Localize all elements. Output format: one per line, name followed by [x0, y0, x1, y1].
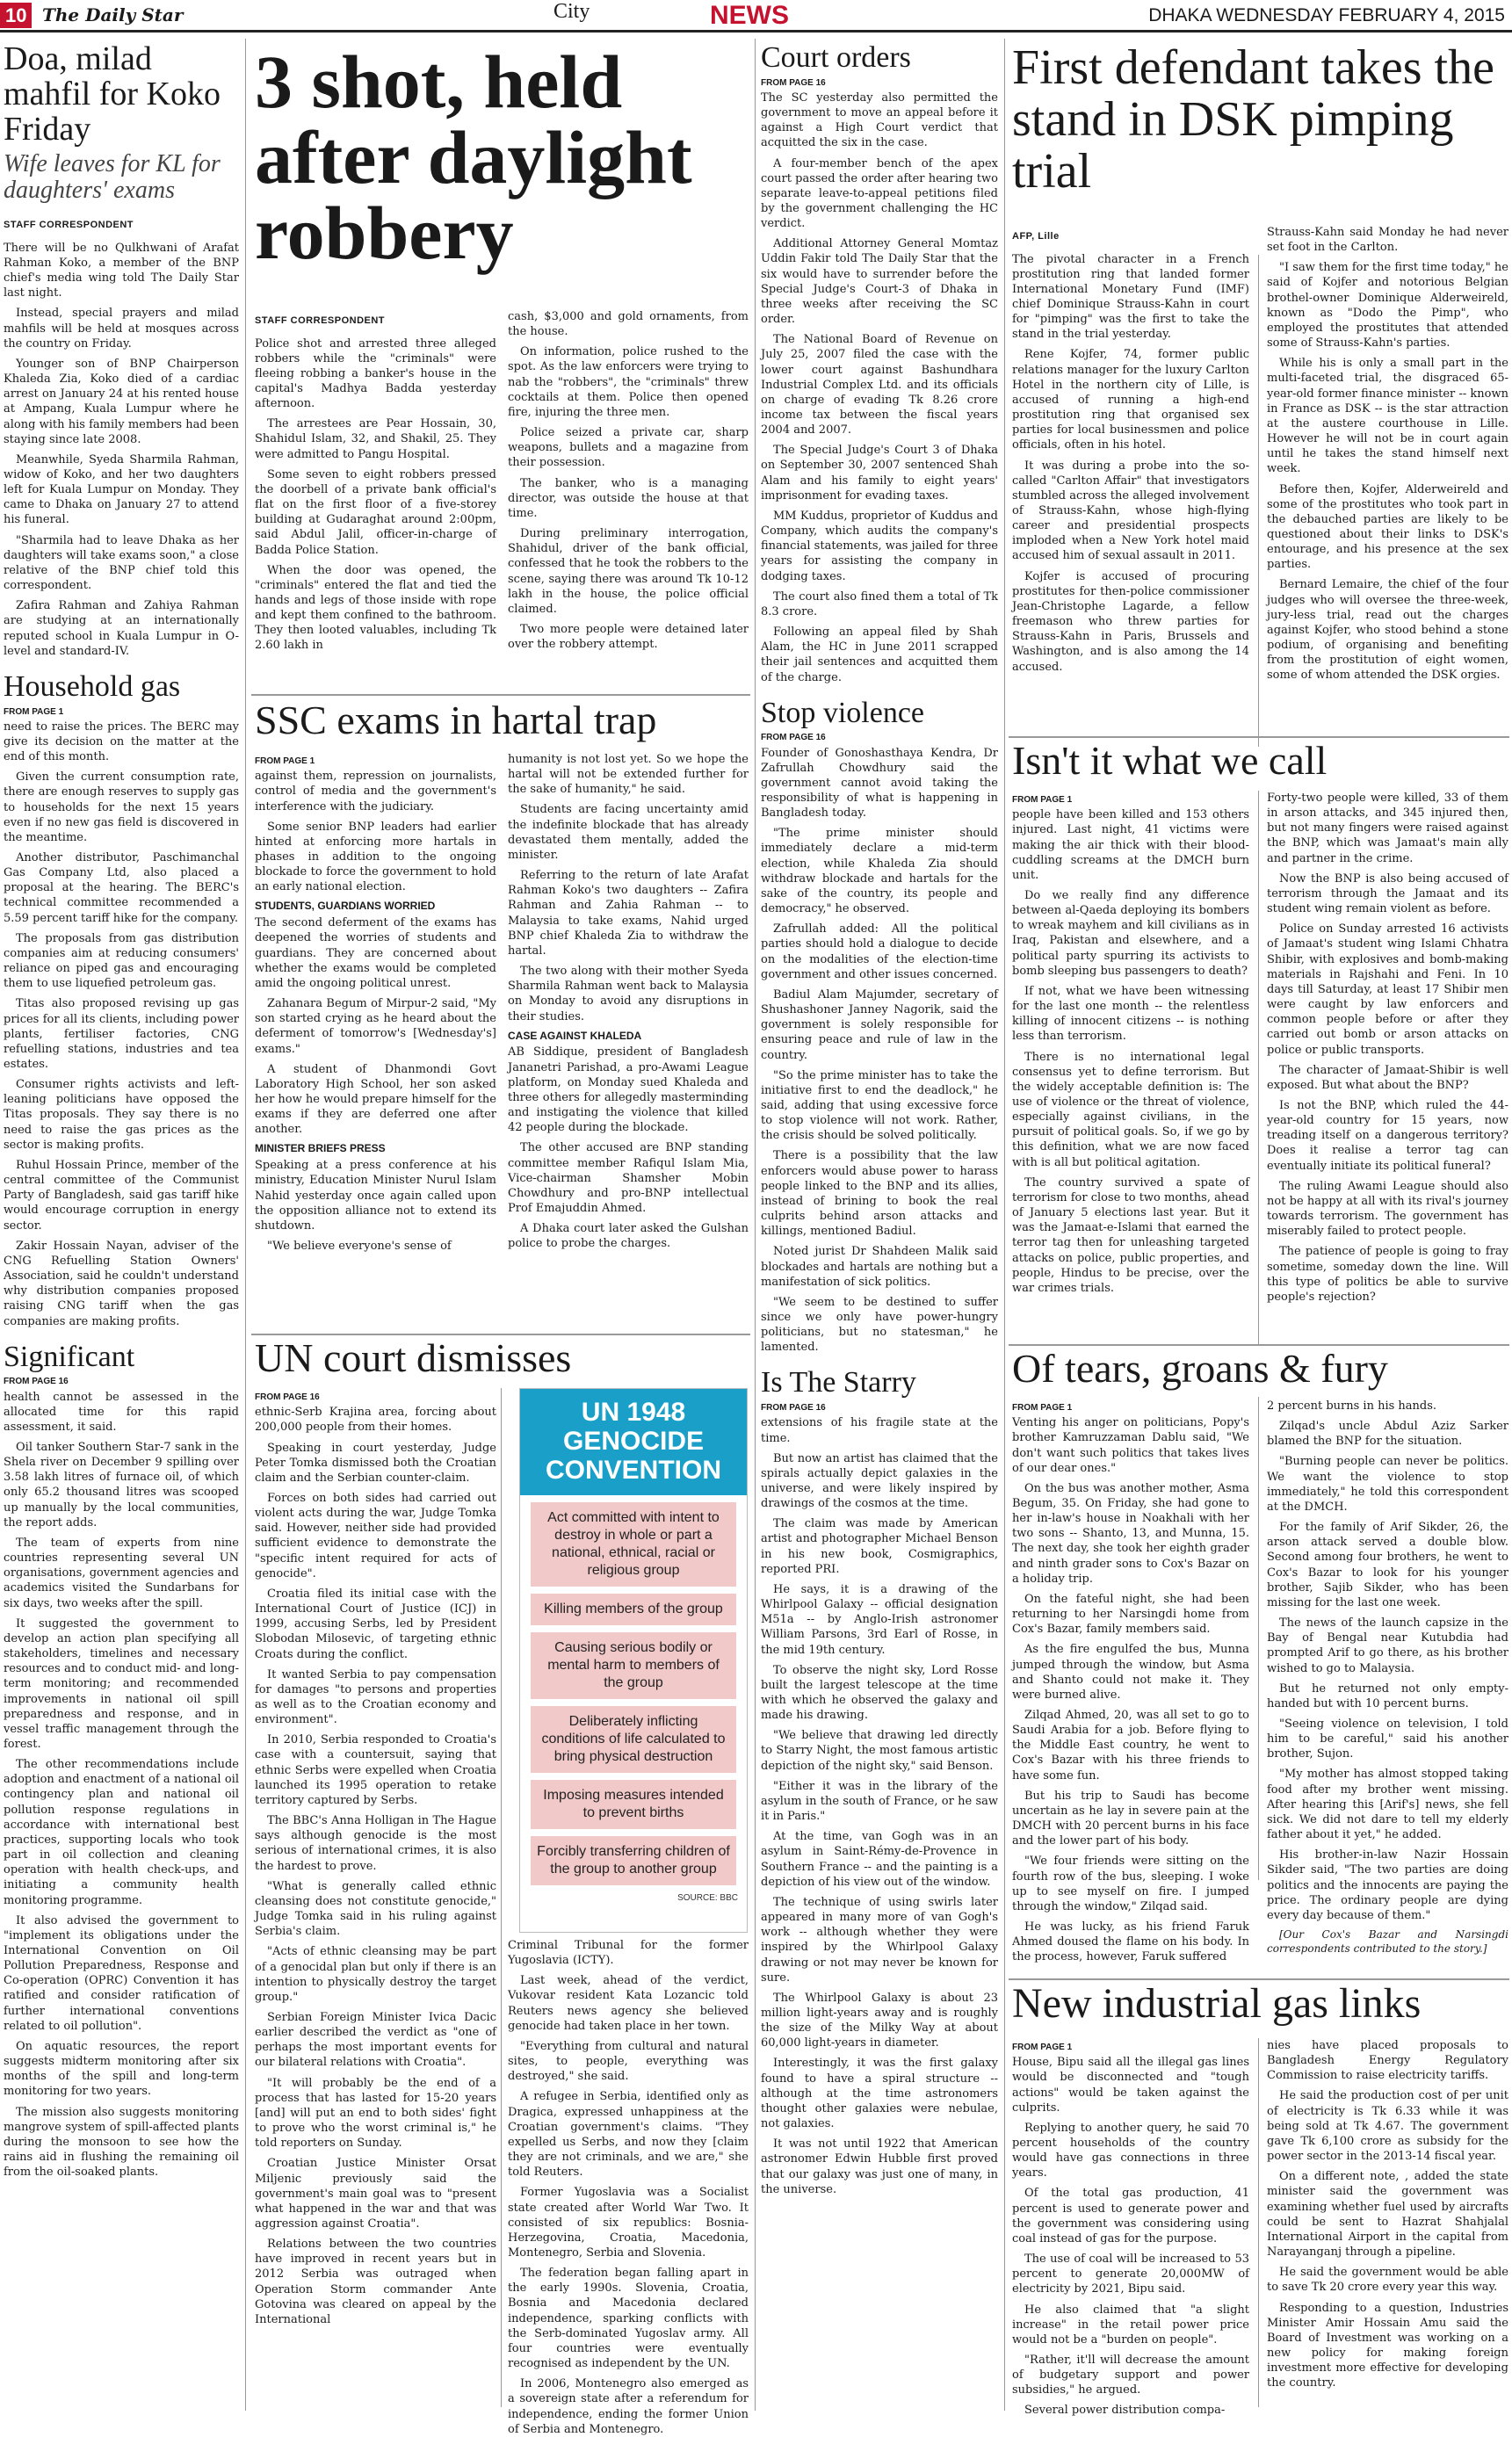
- paragraph: Replying to another query, he said 70 percent households of the country would have gas connections in three years.: [1012, 2121, 1249, 2180]
- paragraph: The second deferment of the exams has deepened the worries of students and guardians. They are concerned about whether the exams would be completed amid the ongoing political unrest.: [255, 916, 496, 990]
- paragraph: The federation began falling apart in the early 1990s. Slovenia, Croatia, Bosnia and Macedonia declared independence, sparking conflicts with the Serb-dominated Yugoslav army. All four countries were eventually recognised as independent by the UN.: [508, 2267, 749, 2371]
- paragraph: "I saw them for the first time today," he said of Kojfer and notorious Belgian brothel-owner Dominique Alderweireld, known as "Dodo the Pimp", who employed the prostitutes that attended some of Strauss-Kahn's parties.: [1267, 261, 1508, 351]
- paragraph: The country survived a spate of terrorism for close to two months, ahead of January 5 elections last year. But it was the Jamaat-e-Islami that earned the terror tag then for unleashing targeted attacks on police, public properties, and people, Hindus to be precise, over the war crimes trials.: [1012, 1175, 1249, 1295]
- subhead: STUDENTS, GUARDIANS WORRIED: [255, 900, 436, 913]
- jump-line: FROM PAGE 1: [4, 706, 64, 717]
- paragraph: "We believe everyone's sense of: [267, 1240, 452, 1254]
- paragraph: "Rather, it'll will decrease the amount of budgetary support and power subsidies," he argued.: [1012, 2354, 1249, 2397]
- column-rule: [1004, 39, 1005, 2411]
- paragraph: Is not the BNP, which ruled the 44-year-old country for 15 years, now treading itself on a dangerous territory? Does it realise a terror tag can eventually initiate its political funeral?: [1267, 1098, 1508, 1173]
- paragraph: There will be no Qulkhwani of Arafat Rahman Koko, a member of the BNP chief's media wing told The Daily Star last night.: [4, 241, 239, 300]
- paragraph: A Dhaka court later asked the Gulshan police to probe the charges.: [508, 1222, 749, 1251]
- paragraph: The mission also suggests monitoring mangrove system of spill-affected plants during the monsoon to see how the rains aid in flushing the remaining oil from the oil-soaked plants.: [4, 2105, 239, 2180]
- paragraph: The BBC's Anna Holligan in The Hague says although genocide is the most serious of international crimes, it is also the hardest to prove.: [255, 1814, 496, 1873]
- paragraph: Now the BNP is also being accused of terrorism through the Jamaat and its student wing remain violent as before.: [1267, 871, 1508, 916]
- paragraph: need to raise the prices. The BERC may give its decision on the matter at the end of this month.: [4, 720, 239, 764]
- paragraph: The patience of people is going to fray sometime, someday down the line. Will this type of politics be able to survive people's rejection?: [1267, 1245, 1508, 1304]
- paragraph: "We four friends were sitting on the fourth row of the bus, sleeping. I woke up to see myself on fire. I jumped through the window," Zilqad said.: [1012, 1855, 1249, 1913]
- genocide-convention-infobox: [519, 1388, 748, 1933]
- paragraph: It wanted Serbia to pay compensation for damages "to persons and properties as well as to the Croatian economy and environment".: [255, 1667, 496, 1727]
- byline: STAFF CORRESPONDENT: [255, 315, 386, 326]
- paragraph: Some seven to eight robbers pressed the doorbell of a private bank official's flat on the first floor of a five-storey building at Gudaraghat around 2:00pm, said Abdul Jalil, officer-in-charge of Badda Police Station.: [255, 467, 496, 557]
- paragraph: Zakir Hossain Nayan, adviser of the CNG Refuelling Station Owners' Association, said he couldn't understand why distribution companies proposed raising CNG tariff when the gas companies are making profits.: [4, 1239, 239, 1328]
- paragraph: Another distributor, Paschimanchal Gas Company Ltd, also placed a proposal at the hearing. The BERC's technical committee recommended a 5.59 percent tariff hike for the company.: [4, 850, 239, 925]
- paragraph: Zilqad Ahmed, 20, was all set to go to Saudi Arabia for a job. Before flying to the Middle East country, he went to Cox's Bazar with his three friends to have some fun.: [1012, 1709, 1249, 1783]
- page-number: 10: [0, 3, 32, 28]
- paragraph: On the fateful night, she had been returning to her Narsingdi home from Cox's Bazar, family members said.: [1012, 1592, 1249, 1637]
- article-court-orders: [761, 42, 998, 685]
- paragraph: He said the government would be able to save Tk 20 crore every year this way.: [1267, 2266, 1508, 2295]
- paragraph: "We believe that drawing led directly to Starry Night, the most famous artistic depiction of the night sky," said Benson.: [761, 1729, 998, 1773]
- jump-line: FROM PAGE 1: [1012, 795, 1073, 805]
- column-rule: [501, 1388, 502, 2407]
- subhead: MINISTER BRIEFS PRESS: [255, 1142, 386, 1155]
- paragraph: It was during a probe into the so-called "Carlton Affair" that investigators stumbled across the alleged involvement of Strauss-Kahn, whose high-flying career and presidential prospects imploded when a New York hotel maid accused him of sexual assault in 2011.: [1012, 459, 1249, 563]
- paragraph: Croatian Justice Minister Orsat Miljenic previously said the government's main goal was to "present what happened in the war and that was aggression against Croatia".: [255, 2157, 496, 2231]
- industrial-col-2: [1267, 2038, 1508, 2411]
- paragraph: Instead, special prayers and milad mahfils will be held at mosques across the country on Friday.: [4, 307, 239, 351]
- paragraph: Responding to a question, Industries Minister Amir Hossain Amu said the Board of Investment was working on a new policy for making foreign investment more effective for developing the country.: [1267, 2301, 1508, 2390]
- infobox-title: UN 1948 GENOCIDE CONVENTION: [520, 1389, 747, 1495]
- paragraph: Additional Attorney General Momtaz Uddin Fakir told The Daily Star that the six would have to surrender before the Special Judge's Court-3 of Dhaka in three weeks after receiving the SC order.: [761, 237, 998, 327]
- infobox-item: Causing serious bodily or mental harm to members of the group: [531, 1632, 736, 1699]
- paragraph: He also claimed that "a slight increase" in the retail power price would not be a "burden on people".: [1012, 2303, 1249, 2347]
- middle-column: [761, 42, 998, 2411]
- robbery-col-2: [508, 309, 749, 687]
- paragraph: The news of the launch capsize in the Bay of Bengal near Kutubdia had prompted Arif to go there, as his brother wished to go to Malaysia.: [1267, 1616, 1508, 1675]
- headline: SSC exams in hartal trap: [255, 698, 657, 742]
- paragraph: "My mother has almost stopped taking food after my brother went missing. After hearing this [Arif's] news, she fell sick. We did not dare to tell my elderly father about it yet," he added.: [1267, 1768, 1508, 1842]
- paragraph: There is no international legal consensus yet to define terrorism. But the widely acceptable definition is: The use of violence or the threat of violence, especially against civilians, in the pursuit of political goals. So, if we go by this definition, what we are now faced with is all but political agitation.: [1012, 1050, 1249, 1169]
- paragraph: The other accused are BNP standing committee member Rafiqul Islam Mia, Vice-chairman Shamsher Mobin Chowdhury and pro-BNP intellectual Prof Emajuddin Ahmed.: [508, 1141, 749, 1216]
- ssc-col-1: [255, 752, 496, 1332]
- paragraph: against them, repression on journalists, control of media and the government's interference with the judiciary.: [255, 770, 496, 814]
- paragraph: nies have placed proposals to Bangladesh Energy Regulatory Commission to raise electricity tariffs.: [1267, 2039, 1508, 2083]
- paragraph: During preliminary interrogation, Shahidul, driver of the bank official, confessed that he took the robbers to the scene, saying there was around Tk 10-12 lakh in the house, the police official claimed.: [508, 527, 749, 616]
- jump-line: FROM PAGE 16: [761, 77, 826, 88]
- paragraph: Oil tanker Southern Star-7 sank in the Shela river on December 9 spilling over 3.58 lakh litres of furnace oil, of which only 65.2 thousand litres was scooped up manually by the local communities, the report adds.: [4, 1441, 239, 1529]
- isnt-col-2: [1267, 791, 1508, 1341]
- paragraph: On a different note, , added the state minister said the government was examining whether fuel used by aircrafts could be sent to Hazrat Shahjalal International Airport in the capital from Narayanganj through a pipeline.: [1267, 2170, 1508, 2260]
- paragraph: The other recommendations include adoption and enactment of a national oil contingency plan and national oil pollution response regulations in accordance with international best practices, supporting locals who took part in oil collection and cleaning operation with health check-ups, and initiating a community health monitoring programme.: [4, 1758, 239, 1907]
- paragraph: The team of experts from nine countries representing several UN organisations, government agencies and academics visited the Sundarbans for six days, two weeks after the spill.: [4, 1536, 239, 1610]
- paragraph: Criminal Tribunal for the former Yugoslavia (ICTY).: [508, 1939, 749, 1968]
- paragraph: "Either it was in the library of the asylum in the south of France, or he saw it in Paris.": [761, 1779, 998, 1824]
- paragraph: Last week, ahead of the verdict, Vukovar resident Kata Lozancic told Reuters news agency she believed genocide had taken place in her town.: [508, 1974, 749, 2033]
- headline: 3 shot, held after daylight robbery: [255, 40, 692, 275]
- industrial-col-1: [1012, 2038, 1249, 2418]
- paragraph: There is a possibility that the law enforcers would abuse power to harass people linked to the BNP and its allies, instead of brining to book the real culprits behind arson attacks and killings, mentioned Badiul.: [761, 1149, 998, 1239]
- paragraph: Badiul Alam Majumder, secretary of Shushashoner Janney Nagorik, said the government is solely responsible for ensuring peace and rule of law in the country.: [761, 987, 998, 1062]
- paragraph: On aquatic resources, the report suggests midterm monitoring after six months of the spill and long-term monitoring for two years.: [4, 2039, 239, 2099]
- paragraph: As the fire engulfed the bus, Munna jumped through the window, but Asma and Shanto could not make it. They were burned alive.: [1012, 1643, 1249, 1702]
- paragraph: Consumer rights activists and left-leaning politicians have opposed the Titas proposals. They say there is no need to raise the gas prices as the sector is making profits.: [4, 1078, 239, 1152]
- column-rule: [1258, 2038, 1259, 2407]
- article-household-gas: [4, 671, 239, 1329]
- paragraph: House, Bipu said all the illegal gas lines would be disconnected and "tough actions" would be taken against the culprits.: [1012, 2056, 1249, 2115]
- paragraph: "So the prime minister has to take the initiative first to end the deadlock," he said, adding that using excessive force to stop violence will not work. Rather, the crisis should be solved politically.: [761, 1068, 998, 1143]
- paragraph: Police seized a private car, sharp weapons, bullets and a magazine from their possession.: [508, 426, 749, 470]
- paragraph: Following an appeal filed by Shah Alam, the HC in June 2011 scrapped their jail sentences and acquitted them of the charge.: [761, 626, 998, 684]
- headline: Household gas: [4, 669, 181, 703]
- masthead-logo: The Daily Star: [42, 4, 184, 25]
- paragraph: He said the production cost of per unit of electricity is Tk 6.33 while it was being sold at Tk 4.67. The government gave Tk 6,100 crore as subsidy for the power sector in the 2013-14 fiscal year.: [1267, 2089, 1508, 2164]
- jump-line: FROM PAGE 1: [1012, 2043, 1073, 2052]
- jump-line: FROM PAGE 16: [4, 1377, 69, 1387]
- jump-line: FROM PAGE 16: [255, 1392, 320, 1402]
- paragraph: A refugee in Serbia, identified only as Dragica, expressed unhappiness at the Croatian government's claims. "They expelled us Serbs, and now they [claim they are not criminals, and we are," she told Reuters.: [508, 2090, 749, 2180]
- paragraph: Serbian Foreign Minister Ivica Dacic earlier described the verdict as "one of perhaps the most important events for our bilateral relations with Croatia".: [255, 2010, 496, 2070]
- paragraph: It was not until 1922 that American astronomer Edwin Hubble first proved that our galaxy was just one of many, in the universe.: [761, 2137, 998, 2196]
- divider: [251, 694, 750, 696]
- paragraph: Zafira Rahman and Zahiya Rahman are studying at an internationally reputed school in Kuala Lumpur in O-level and standard-IV.: [4, 599, 239, 658]
- ssc-col-2: [508, 752, 749, 1332]
- paragraph: health cannot be assessed in the allocated time for this rapid assessment, it said.: [4, 1390, 239, 1434]
- paragraph: Police on Sunday arrested 16 activists of Jamaat's student wing Islami Chhatra Shibir, with explosives and bomb-making materials in Rajshahi and Feni. In 10 days till Saturday, at least 17 Shibir men were caught by law enforcers and common people before or after they carried out bomb or arson attacks on police or public transports.: [1267, 922, 1508, 1057]
- paragraph: Croatia filed its initial case with the International Court of Justice (ICJ) in 1999, accusing Serbs, led by President Slobodan Milosevic, of targeting ethnic Croats during the conflict.: [255, 1587, 496, 1661]
- paragraph: While his is only a small part in the multi-faceted trial, the disgraced 65-year-old former finance minister -- known in France as DSK -- is the star attraction at the austere courthouse in Lille. However he will not be in court again until he takes the stand himself next week.: [1267, 357, 1508, 476]
- paragraph: Before then, Kojfer, Alderweireld and some of the prostitutes who took part in the debauched parties are likely to be questioned about their links to DSK's entourage, and his presence at the sex parties.: [1267, 482, 1508, 572]
- paragraph: Rene Kojfer, 74, former public relations manager for the luxury Carlton Hotel in the northern city of Lille, is accused of running a high-end prostitution ring that organised sex parties for local businessmen and police officials, often in his hotel.: [1012, 348, 1249, 452]
- infobox-item: Imposing measures intended to prevent births: [531, 1780, 736, 1829]
- un-col-2: [508, 1938, 749, 2436]
- paragraph: Venting his anger on politicians, Popy's brother Kamruzzaman Dablu said, "We don't want such politics that takes lives of our dear ones.": [1012, 1416, 1249, 1475]
- paragraph: Relations between the two countries have improved in recent years but in 2012 Serbia was outraged when Operation Storm commander Ante Gotovina was cleared on appeal by the International: [255, 2238, 496, 2326]
- paragraph: If not, what we have been witnessing for the last one month -- the relentless killing of innocent citizens -- is nothing less than terrorism.: [1012, 984, 1249, 1044]
- paragraph: "The prime minister should immediately declare a mid-term election, while Khaleda Zia should withdraw blockade and hartals for the sake of the country, its people and democracy," he observed.: [761, 827, 998, 916]
- headline: UN court dismisses: [255, 1335, 572, 1380]
- isnt-col-1: [1012, 791, 1249, 1341]
- paragraph: Kojfer is accused of procuring prostitutes for then-police commissioner Jean-Christophe Lagarde, a fellow freemason who threw parties for Strauss-Kahn in Paris, Brussels and Washington, and is also among the 14 accused.: [1012, 569, 1249, 674]
- jump-line: FROM PAGE 16: [761, 1403, 826, 1414]
- headline: Stop violence: [761, 696, 925, 729]
- paragraph: ethnic-Serb Krajina area, forcing about 200,000 people from their homes.: [255, 1406, 496, 1435]
- robbery-col-1: [255, 309, 496, 687]
- paragraph: people have been killed and 153 others injured. Last night, 41 victims were making the air thick with their blood-cuddling screams at the DMCH burn unit.: [1012, 808, 1249, 882]
- paragraph: The technique of using swirls later appeared in many more of van Gogh's work -- although whether they were inspired by the Whirlpool Galaxy drawing or not may never be known for sure.: [761, 1895, 998, 1985]
- paragraph: humanity is not lost yet. So we hope the hartal will not be extended further for the sake of humanity," he said.: [508, 753, 749, 797]
- dsk-col-1: [1012, 225, 1249, 743]
- article-koko: [4, 42, 239, 659]
- news-label: NEWS: [710, 1, 789, 30]
- column-rule: [1258, 1397, 1259, 1880]
- headline: New industrial gas links: [1012, 1980, 1422, 2027]
- infobox-item: Act committed with intent to destroy in whole or part a national, ethnical, racial or religious group: [531, 1502, 736, 1587]
- paragraph: At the time, van Gogh was in an asylum in Saint-Rémy-de-Provence in Southern France -- and the painting is a depiction of his view out of the window.: [761, 1830, 998, 1889]
- paragraph: To observe the night sky, Lord Rosse built the largest telescope at the time with which he observed the galaxy and made his drawing.: [761, 1663, 998, 1723]
- paragraph: A student of Dhanmondi Govt Laboratory High School, her son asked her how he would prepare himself for the exams if they are deferred one after another.: [255, 1062, 496, 1137]
- paragraph: The proposals from gas distribution companies aim at reducing consumers' reliance on piped gas and encouraging them to use liquefied petroleum gas.: [4, 931, 239, 991]
- left-column: [4, 42, 239, 2411]
- paragraph: It suggested the government to develop an action plan specifying all stakeholders, timelines and necessary resources and to conduct mid- and long-term monitoring; and recommended improvements in national oil spill preparedness and response, and in vessel traffic management through the forest.: [4, 1616, 239, 1751]
- paragraph: The Special Judge's Court 3 of Dhaka on September 30, 2007 sentenced Shah Alam and his family to eight years' imprisonment for evading taxes.: [761, 444, 998, 503]
- un-col-1: [255, 1388, 496, 2411]
- contributor-credit: [Our Cox's Bazar and Narsingdi correspondents contributed to the story.]: [1267, 1928, 1508, 1955]
- headline: Court orders: [761, 41, 911, 74]
- infobox-item: Killing members of the group: [531, 1594, 736, 1625]
- byline: STAFF CORRESPONDENT: [4, 220, 134, 231]
- paragraph: Zilqad's uncle Abdul Aziz Sarker blamed the BNP for the situation.: [1267, 1420, 1508, 1449]
- column-rule: [245, 39, 246, 2411]
- deck: Wife leaves for KL for daughters' exams: [4, 149, 221, 205]
- paragraph: "Seeing violence on television, I told him to be careful," said his another brother, Sujon.: [1267, 1717, 1508, 1761]
- paragraph: Police shot and arrested three alleged robbers while the "criminals" were fleeing robbing a banker's house in the capital's Madhya Badda yesterday afternoon.: [255, 336, 496, 411]
- paragraph: The claim was made by American artist and photographer Michael Benson in his new book, Cosmigraphics, reported PRI.: [761, 1517, 998, 1576]
- headline: Of tears, groans & fury: [1012, 1346, 1388, 1391]
- paragraph: Zafrullah added: All the political parties should hold a dialogue to decide on the modalities of the election-time government and other issues concerned.: [761, 922, 998, 981]
- dateline: DHAKA WEDNESDAY FEBRUARY 4, 2015: [1148, 5, 1505, 25]
- article-significant: [4, 1341, 239, 2180]
- paragraph: Zahanara Begum of Mirpur-2 said, "My son started crying as he heard about the deferment of tomorrow's [Wednesday's] exams.": [255, 997, 496, 1056]
- tears-col-1: [1012, 1399, 1249, 1975]
- paragraph: Forces on both sides had carried out violent acts during the war, Judge Tomka said. However, neither side had provided sufficient evidence to demonstrate the "specific intent required for acts of genocide".: [255, 1491, 496, 1580]
- paragraph: "Everything from cultural and natural sites, to people, everything was destroyed," she said.: [508, 2039, 749, 2084]
- headline: Significant: [4, 1340, 135, 1373]
- paragraph: "Acts of ethnic cleansing may be part of a genocidal plan but only if there is an intention to physically destroy the target group.": [255, 1945, 496, 2004]
- paragraph: Strauss-Kahn said Monday he had never set foot in the Carlton.: [1267, 226, 1508, 255]
- jump-line: FROM PAGE 1: [255, 756, 315, 766]
- paragraph: The use of coal will be increased to 53 percent to generate 20,000MW of electricity by 2021, Bipu said.: [1012, 2253, 1249, 2296]
- paragraph: Forty-two people were killed, 33 of them in arson attacks, and 345 injured then, but not many fingers were raised against the BNP, which was Jamaat's main ally and partner in the crime.: [1267, 792, 1508, 865]
- paragraph: When the door was opened, the "criminals" entered the flat and tied the hands and legs of those inside with rope and kept them confined to the bathroom. They then looted valuables, including Tk 2.60 lakh in: [255, 563, 496, 653]
- column-rule: [755, 39, 756, 2411]
- article-stop-violence: [761, 698, 998, 1356]
- paragraph: Meanwhile, Syeda Sharmila Rahman, widow of Koko, and her two daughters left for Kuala Lumpur on Monday. They came to Dhaka on January 27 to attend his funeral.: [4, 452, 239, 527]
- paragraph: Founder of Gonoshasthaya Kendra, Dr Zafrullah Chowdhury said the government cannot avoid taking the responsibility of what is happening in Bangladesh today.: [761, 746, 998, 821]
- paragraph: His brother-in-law Nazir Hossain Sikder said, "The two parties are doing politics and the innocents are paying the price. The ordinary people are dying every day because of them.": [1267, 1848, 1508, 1922]
- headline: Is The Starry: [761, 1366, 916, 1399]
- paragraph: On information, police rushed to the spot. As the law enforcers were trying to nab the "robbers", the "criminals" threw cocktails at them. Police then opened fire, injuring the three men.: [508, 345, 749, 419]
- paragraph: "We seem to be destined to suffer since we only have power-hungry politicians, but no statesman," he lamented.: [761, 1295, 998, 1355]
- paragraph: The ruling Awami League should also not be happy at all with its rival's journey towards terrorism. The government has miserably failed to protect people.: [1267, 1179, 1508, 1239]
- paragraph: He was lucky, as his friend Faruk Ahmed doused the flame on his body. In the process, however, Faruk suffered: [1012, 1920, 1249, 1964]
- article-starry-night: [761, 1367, 998, 2196]
- column-rule: [1258, 255, 1259, 747]
- paragraph: The SC yesterday also permitted the government to move an appeal before it against a High Court verdict that acquitted the six in the case.: [761, 90, 998, 150]
- jump-line: FROM PAGE 16: [761, 733, 826, 743]
- paragraph: MM Kuddus, proprietor of Kuddus and Company, which audits the company's financial statements, was jailed for three years for assisting the company in dodging taxes.: [761, 509, 998, 583]
- paragraph: Two more people were detained later over the robbery attempt.: [508, 622, 749, 652]
- paragraph: AB Siddique, president of Bangladesh Jananetri Parishad, a pro-Awami League platform, on Monday sued Khaleda and three others for allegedly masterminding and instigating the violence that killed 42 people during the blockade.: [508, 1045, 749, 1135]
- paragraph: The Whirlpool Galaxy is about 23 million light-years away and is roughly the size of the Milky Way at about 60,000 light-years in diameter.: [761, 1991, 998, 2050]
- paragraph: 2 percent burns in his hands.: [1267, 1399, 1437, 1413]
- infobox-source: SOURCE: BBC: [677, 1893, 738, 1903]
- paragraph: The two along with their mother Syeda Sharmila Rahman went back to Malaysia on Monday to avoid any disruptions in their studies.: [508, 965, 749, 1023]
- paragraph: "Burning people can never be politics. We want the violence to stop immediately," he told this correspondent at the DMCH.: [1267, 1455, 1508, 1514]
- paragraph: Titas also proposed revising up gas prices for all its clients, including power plants, fertiliser factories, CNG refuelling stations, industries and tea estates.: [4, 997, 239, 1071]
- paragraph: Speaking in court yesterday, Judge Peter Tomka dismissed both the Croatian claim and the Serbian counter-claim.: [255, 1441, 496, 1485]
- paragraph: The character of Jamaat-Shibir is well exposed. But what about the BNP?: [1267, 1063, 1508, 1092]
- paragraph: Given the current consumption rate, there are enough reserves to supply gas to households for the next 15 years even if no new gas field is discovered in the meantime.: [4, 770, 239, 844]
- paragraph: Some senior BNP leaders had earlier hinted at enforcing more hartals in phases in addition to the ongoing blockade to force the government to hold an early national election.: [255, 820, 496, 894]
- paragraph: Referring to the return of late Arafat Rahman Koko's two daughters -- Zafira Rahman and Zahia Rahman -- to Malaysia to take exams, Nahid urged BNP chief Khaleda Zia to withdraw the hartal.: [508, 869, 749, 958]
- paragraph: But now an artist has claimed that the spirals actually depict galaxies in the universe, and were likely inspired by drawings of the cosmos at the time.: [761, 1451, 998, 1511]
- paragraph: The arrestees are Pear Hossain, 30, Shahidul Islam, 32, and Shakil, 25. They were admitted to Pangu Hospital.: [255, 417, 496, 461]
- paragraph: On the bus was another mother, Asma Begum, 35. On Friday, she had gone to her in-law's house in Noakhali with her two sons -- Shanto, 13, and Munna, 15. The next day, she took her eighth grader and ninth grader sons to Cox's Bazar on a holiday trip.: [1012, 1481, 1249, 1586]
- paragraph: The National Board of Revenue on July 25, 2007 filed the case with the lower court against Bashundhara Industrial Complex Ltd. and its officials on charge of evading Tk 8.26 crore income tax between the fiscal years 2004 and 2007.: [761, 333, 998, 438]
- paragraph: But his trip to Saudi has become uncertain as he lay in severe pain at the DMCH with 20 percent burns in his face and the lower part of his body.: [1012, 1789, 1249, 1848]
- byline: AFP, Lille: [1012, 231, 1060, 242]
- paragraph: But he returned not only empty-handed but with 10 percent burns.: [1267, 1681, 1508, 1710]
- headline: Isn't it what we call: [1012, 738, 1328, 783]
- paragraph: He says, it is a drawing of the Whirlpool Galaxy -- official designation M51a -- by Anglo-Irish astronomer William Parsons, 3rd Earl of Rosse, in the mid 19th century.: [761, 1582, 998, 1657]
- subhead: CASE AGAINST KHALEDA: [508, 1029, 642, 1042]
- section-label: City: [553, 0, 590, 23]
- paragraph: It also advised the government to "implement its obligations under the International Convention on Oil Pollution Preparedness, Response and Co-operation (OPRC) Convention it has ratified and consider ratification of further international conventions related to oil pollution".: [4, 1913, 239, 2033]
- paragraph: "It will probably be the end of a process that has lasted for 15-20 years [and] will put an end to both sides' fight to prove who the worst criminal is," he told reporters on Sunday.: [255, 2076, 496, 2151]
- paragraph: Students are facing uncertainty amid the indefinite blockade that has already devastated them mentally, added the minister.: [508, 803, 749, 862]
- headline: Doa, milad mahfil for Koko Friday: [4, 40, 221, 148]
- paragraph: Former Yugoslavia was a Socialist state created after World War Two. It consisted of six republics: Bosnia-Herzegovina, Croatia, Macedonia, Montenegro, Serbia and Slovenia.: [508, 2186, 749, 2260]
- paragraph: In 2010, Serbia responded to Croatia's case with a countersuit, saying that ethnic Serbs were expelled when Croatia launched its 1995 operation to retake territory captured by Serbs.: [255, 1733, 496, 1807]
- column-rule: [1258, 791, 1259, 1344]
- paragraph: Speaking at a press conference at his ministry, Education Minister Nurul Islam Nahid yesterday once again called upon the opposition alliance not to extend its shutdown.: [255, 1159, 496, 1233]
- paragraph: A four-member bench of the apex court passed the order after hearing two separate leave-to-appeal petitions filed by the government challenging the HC verdict.: [761, 156, 998, 231]
- paragraph: Do we really find any difference between al-Qaeda deploying its bombers to wreak mayhem and kill civilians as in Iraq, Pakistan and elsewhere, and a political party spurring its activists to bomb sleeping bus passengers to death?: [1012, 888, 1249, 978]
- headline: First defendant takes the stand in DSK pimping trial: [1012, 40, 1494, 199]
- paragraph: The pivotal character in a French prostitution ring that landed former International Monetary Fund (IMF) chief Dominique Strauss-Kahn in court for "pimping" was the first to take the stand in the trial yesterday.: [1012, 252, 1249, 342]
- paragraph: Interestingly, it was the first galaxy found to have a spiral structure -- although at the time astronomers thought other galaxies were nebulae, not galaxies.: [761, 2057, 998, 2131]
- paragraph: The court also fined them a total of Tk 8.3 crore.: [761, 589, 998, 618]
- infobox-item: Deliberately inflicting conditions of life calculated to bring physical destruction: [531, 1706, 736, 1773]
- infobox-item: Forcibly transferring children of the group to another group: [531, 1836, 736, 1885]
- paragraph: "What is generally called ethnic cleansing does not constitute genocide," Judge Tomka said in his ruling against Serbia's claim.: [255, 1879, 496, 1939]
- paragraph: In 2006, Montenegro also emerged as a sovereign state after a referendum for independence, ending the former Union of Serbia and Montenegro.: [508, 2377, 749, 2436]
- paragraph: Several power distribution compa-: [1024, 2404, 1226, 2418]
- page-header: [0, 0, 1512, 33]
- dsk-col-2: [1267, 225, 1508, 743]
- paragraph: For the family of Arif Sikder, 26, the arson attack served a double blow. Second among four brothers, he went to Cox's Bazar to look for his younger brother, Sajib Sikder, who has been missing for the last one week.: [1267, 1521, 1508, 1609]
- paragraph: cash, $3,000 and gold ornaments, from the house.: [508, 310, 749, 339]
- tears-col-2: [1267, 1399, 1508, 1975]
- paragraph: The banker, who is a managing director, was outside the house at that time.: [508, 476, 749, 520]
- paragraph: "Sharmila had to leave Dhaka as her daughters will take exams soon," a close relative of the BNP chief told this correspondent.: [4, 533, 239, 593]
- paragraph: Bernard Lemaire, the chief of the four judges who will oversee the three-week, jury-less trial, read out the charges against Kojfer, who stood behind a stone podium, of organising and benefiting from the prostitution of eight women, some of whom attended the DSK orgies.: [1267, 578, 1508, 683]
- paragraph: Of the total gas production, 41 percent is used to generate power and the government was considering using coal instead of gas for the purpose.: [1012, 2187, 1249, 2245]
- paragraph: extensions of his fragile state at the time.: [761, 1416, 998, 1445]
- paragraph: Ruhul Hossain Prince, member of the central committee of the Communist Party of Bangladesh, said gas tariff hike would encourage corruption in energy sector.: [4, 1158, 239, 1233]
- paragraph: Younger son of BNP Chairperson Khaleda Zia, Koko died of a cardiac arrest on January 24 at his rented house at Ampang, Kuala Lumpur where he along with his family members had been staying since late 2008.: [4, 357, 239, 446]
- paragraph: Noted jurist Dr Shahdeen Malik said blockades and hartals are nothing but a manifestation of sick politics.: [761, 1245, 998, 1289]
- jump-line: FROM PAGE 1: [1012, 1403, 1073, 1413]
